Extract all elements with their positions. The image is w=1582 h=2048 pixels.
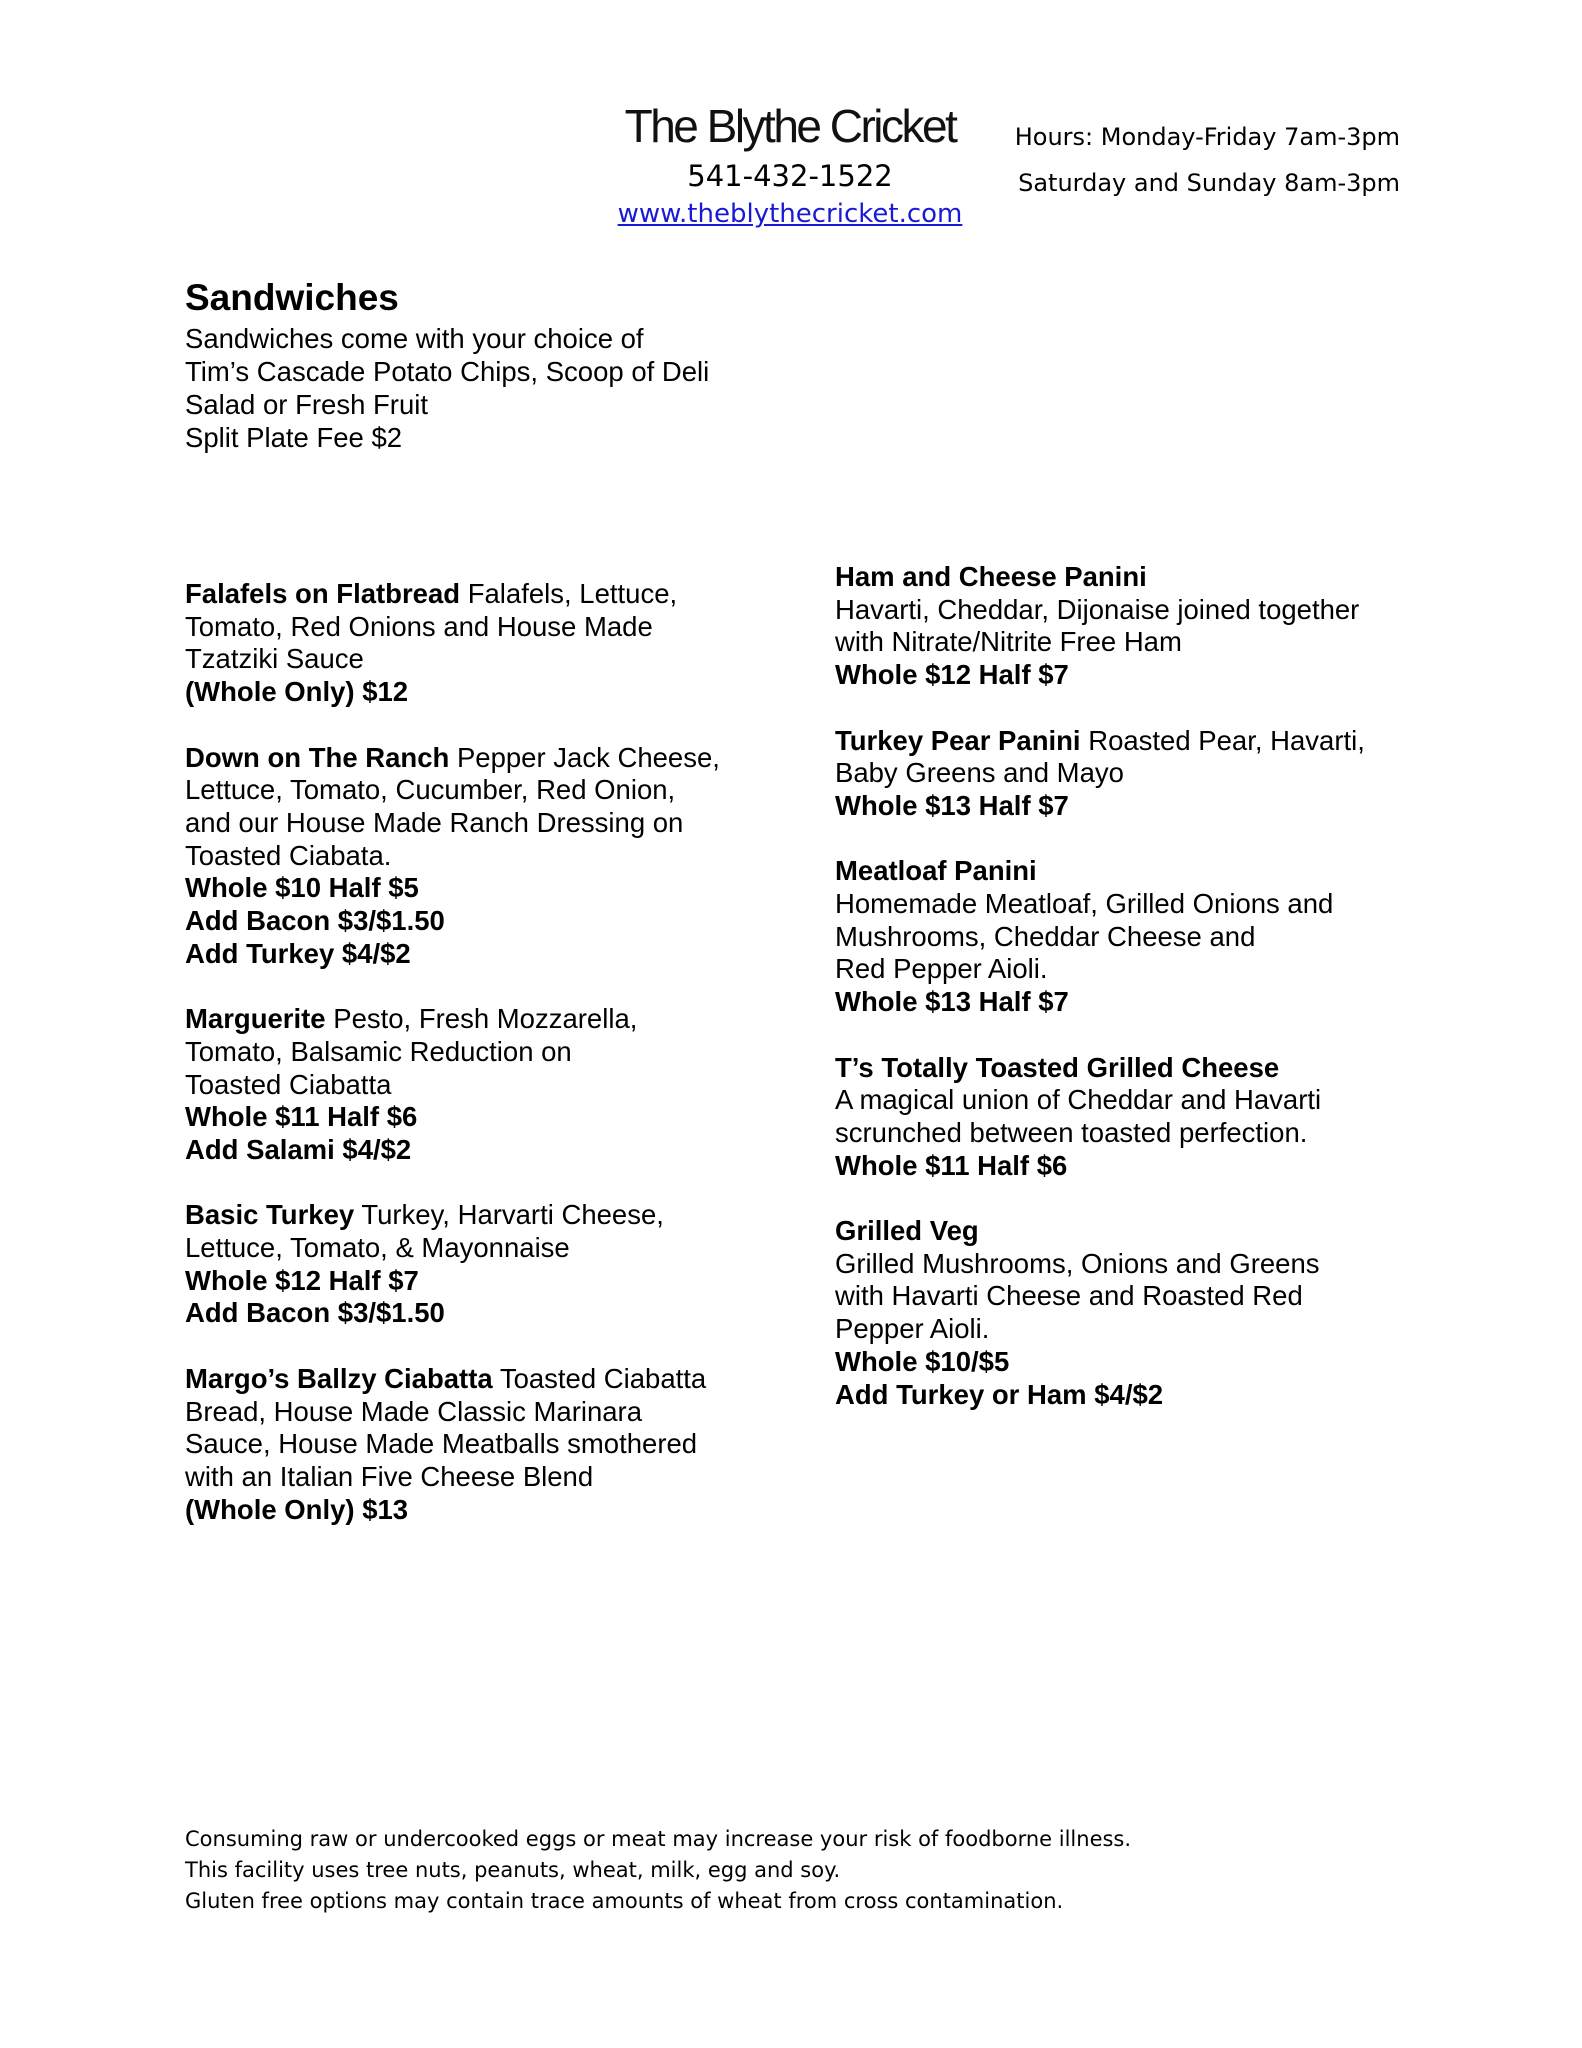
menu-item-description xyxy=(835,855,1395,986)
website-link[interactable]: www.theblythecricket.com xyxy=(617,199,963,229)
menu-item-desc-text: Homemade Meatloaf, Grilled Onions and Mushrooms, Cheddar Cheese and Red Pepper Aioli. xyxy=(835,888,1334,985)
gluten-warning: Gluten free options may contain trace amounts of wheat from cross contamination. xyxy=(185,1889,1064,1913)
sandwiches-section xyxy=(185,274,905,454)
phone-number: 541-432-1522 xyxy=(687,159,893,193)
menu-item-price: Add Turkey or Ham $4/$2 xyxy=(835,1378,1164,1410)
menu-item-price: Whole $12 Half $7 xyxy=(185,1264,419,1296)
menu-item-description xyxy=(185,1363,905,1494)
menu-item-price: Whole $10 Half $5 xyxy=(185,872,419,904)
menu-column-left xyxy=(185,578,905,1559)
hours-block xyxy=(1010,114,1400,206)
menu-item-name: Marguerite xyxy=(185,1003,326,1035)
menu-item xyxy=(835,855,1395,1019)
menu-item xyxy=(835,1052,1395,1183)
allergen-notice xyxy=(185,1824,1385,1917)
menu-item xyxy=(185,1199,905,1330)
menu-item-price: Add Turkey $4/$2 xyxy=(185,937,411,969)
menu-item-desc-text: Havarti, Cheddar, Dijonaise joined together with Nitrate/Nitrite Free Ham xyxy=(835,593,1360,658)
menu-item-description xyxy=(185,742,905,873)
menu-item-desc-text: Pesto, Fresh Mozzarella, Tomato, Balsamic Reduction on Toasted Ciabatta xyxy=(185,1003,638,1100)
menu-item-price: Add Salami $4/$2 xyxy=(185,1133,412,1165)
menu-item-name: Down on The Ranch xyxy=(185,741,450,773)
menu-item-price: Whole $11 Half $6 xyxy=(835,1149,1068,1181)
menu-item-description xyxy=(185,1003,905,1101)
restaurant-header xyxy=(560,98,1020,232)
restaurant-name: The Blythe Cricket xyxy=(624,100,956,152)
menu-item-description xyxy=(835,1215,1395,1346)
menu-item-desc-text: Falafels, Lettuce, Tomato, Red Onions and House Made Tzatziki Sauce xyxy=(185,578,678,675)
menu-item-description xyxy=(835,725,1395,790)
menu-item-name: Basic Turkey xyxy=(185,1199,355,1231)
section-description: Sandwiches come with your choice of Tim’s Cascade Potato Chips, Scoop of Deli Salad or Fresh Fruit Split Plate Fee $2 xyxy=(185,323,710,453)
menu-item xyxy=(835,1215,1395,1411)
menu-item-price: Add Bacon $3/$1.50 xyxy=(185,1297,445,1329)
menu-item xyxy=(835,725,1395,823)
menu-item-name: Meatloaf Panini xyxy=(835,855,1037,887)
allergen-warning: This facility uses tree nuts, peanuts, wheat, milk, egg and soy. xyxy=(185,1858,841,1882)
menu-item-description xyxy=(835,1052,1395,1150)
menu-item xyxy=(185,578,905,709)
menu-item-name: Falafels on Flatbread xyxy=(185,578,461,609)
menu-item-description xyxy=(185,1199,905,1264)
menu-item-price: Whole $10/$5 xyxy=(835,1345,1010,1377)
menu-item-price: Whole $12 Half $7 xyxy=(835,659,1069,691)
menu-item-name: Ham and Cheese Panini xyxy=(835,561,1147,592)
menu-item-desc-text: Grilled Mushrooms, Onions and Greens with Havarti Cheese and Roasted Red Pepper Aioli. xyxy=(835,1247,1320,1345)
hours-weekdays: Hours: Monday-Friday 7am-3pm xyxy=(1014,123,1400,151)
menu-item xyxy=(185,1003,905,1167)
menu-item-name: Turkey Pear Panini xyxy=(835,724,1081,756)
menu-item-description xyxy=(835,561,1395,659)
hours-weekend: Saturday and Sunday 8am-3pm xyxy=(1018,169,1400,197)
menu-item-desc-text: Toasted Ciabatta Bread, House Made Classic Marinara Sauce, House Made Meatballs smothered with an Italian Five Cheese Blend xyxy=(185,1362,707,1492)
menu-item xyxy=(185,1363,905,1527)
menu-item-price: (Whole Only) $12 xyxy=(185,676,409,708)
menu-item-price: (Whole Only) $13 xyxy=(185,1493,409,1525)
menu-item-price: Whole $11 Half $6 xyxy=(185,1101,418,1133)
menu-item-name: T’s Totally Toasted Grilled Cheese xyxy=(835,1051,1280,1083)
menu-item-desc-text: Roasted Pear, Havarti, Baby Greens and Mayo xyxy=(835,724,1365,789)
menu-item-desc-text: Pepper Jack Cheese, Lettuce, Tomato, Cucumber, Red Onion, and our House Made Ranch Dressing on Toasted Ciabata. xyxy=(185,741,720,871)
menu-item-price: Whole $13 Half $7 xyxy=(835,789,1069,821)
menu-item-price: Add Bacon $3/$1.50 xyxy=(185,905,445,937)
menu-item-price: Whole $13 Half $7 xyxy=(835,986,1069,1018)
menu-column-right xyxy=(835,561,1395,1444)
menu-item-desc-text: Turkey, Harvarti Cheese, Lettuce, Tomato, & Mayonnaise xyxy=(185,1199,664,1264)
menu-item-name: Margo’s Ballzy Ciabatta xyxy=(185,1362,493,1394)
menu-item xyxy=(835,561,1395,692)
food-safety-warning: Consuming raw or undercooked eggs or meat may increase your risk of foodborne illness. xyxy=(185,1827,1132,1851)
section-title: Sandwiches xyxy=(185,277,399,318)
menu-item-desc-text: A magical union of Cheddar and Havarti scrunched between toasted perfection. xyxy=(835,1084,1322,1148)
menu-item-name: Grilled Veg xyxy=(835,1215,979,1246)
menu-item xyxy=(185,742,905,971)
menu-item-description xyxy=(185,578,905,676)
